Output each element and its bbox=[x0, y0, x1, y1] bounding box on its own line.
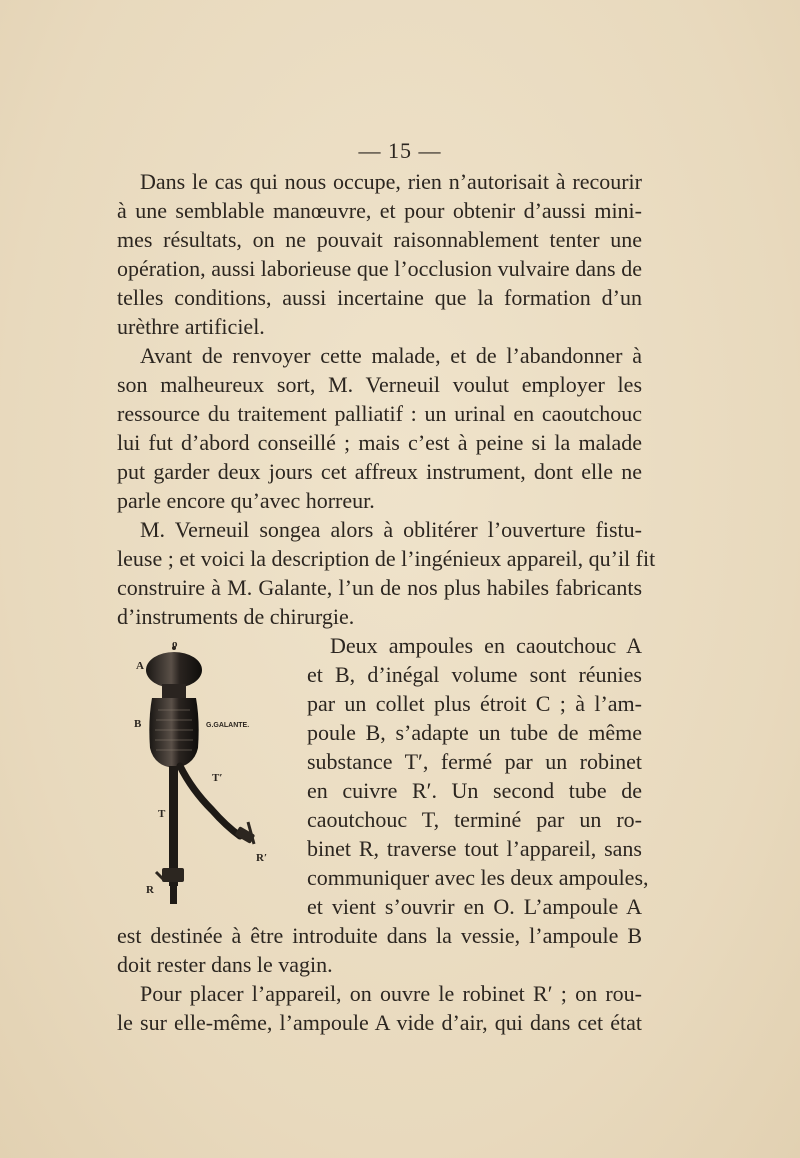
text-line: Pour placer l’appareil, on ouvre le robinet R′ ; on rou- bbox=[140, 981, 642, 1006]
text-line: le sur elle-même, l’ampoule A vide d’air, qui dans cet état bbox=[117, 1010, 642, 1035]
text-line: son malheureux sort, M. Verneuil voulut employer les bbox=[117, 372, 642, 397]
collar-c bbox=[162, 684, 186, 700]
text-line: binet R, traverse tout l’appareil, sans bbox=[307, 836, 642, 861]
text-line: M. Verneuil songea alors à oblitérer l’ouverture fistu- bbox=[140, 517, 642, 542]
text-line: Deux ampoules en caoutchouc A bbox=[330, 633, 642, 658]
label-t-prime: T′ bbox=[212, 772, 223, 784]
tap-r bbox=[162, 868, 184, 882]
maker-mark: G.GALANTE. bbox=[206, 722, 250, 729]
text-line: ressource du traitement palliatif : un urinal en caoutchouc bbox=[117, 401, 642, 426]
text-line: par un collet plus étroit C ; à l’am- bbox=[307, 691, 642, 716]
text-line: leuse ; et voici la description de l’ingénieux appareil, qu’il fit bbox=[117, 546, 656, 571]
text-line: caoutchouc T, terminé par un ro- bbox=[307, 807, 642, 832]
bulb-a bbox=[146, 652, 202, 688]
bulb-b bbox=[149, 698, 198, 768]
label-t: T bbox=[158, 808, 166, 820]
text-line: doit rester dans le vagin. bbox=[117, 952, 333, 977]
text-line: d’instruments de chirurgie. bbox=[117, 604, 355, 629]
apparatus-figure bbox=[108, 640, 298, 920]
text-line: et B, d’inégal volume sont réunies bbox=[307, 662, 642, 687]
text-line: poule B, s’adapte un tube de même bbox=[307, 720, 642, 745]
label-r-prime: R′ bbox=[256, 852, 268, 864]
text-line: est destinée à être introduite dans la vessie, l’ampoule B bbox=[117, 923, 642, 948]
page-number: — 15 — bbox=[358, 138, 442, 163]
text-line: put garder deux jours cet affreux instrument, dont elle ne bbox=[117, 459, 642, 484]
text-line: et vient s’ouvrir en O. L’ampoule A bbox=[307, 894, 642, 919]
text-line: lui fut d’abord conseillé ; mais c’est à peine si la malade bbox=[117, 430, 642, 455]
text-line: Avant de renvoyer cette malade, et de l’abandonner à bbox=[140, 343, 642, 368]
text-line: urèthre artificiel. bbox=[117, 314, 265, 339]
text-line: en cuivre R′. Un second tube de bbox=[307, 778, 642, 803]
label-a: A bbox=[136, 660, 144, 672]
text-line: Dans le cas qui nous occupe, rien n’autorisait à recourir bbox=[140, 169, 642, 194]
text-line: mes résultats, on ne pouvait raisonnablement tenter une bbox=[117, 227, 642, 252]
text-line: construire à M. Galante, l’un de nos plus habiles fabricants bbox=[117, 575, 642, 600]
label-r: R bbox=[146, 884, 154, 896]
text-line: communiquer avec les deux ampoules, bbox=[307, 865, 649, 890]
apparatus-illustration bbox=[108, 640, 298, 920]
text-line: opération, aussi laborieuse que l’occlusion vulvaire dans de bbox=[117, 256, 642, 281]
text-line: substance T′, fermé par un robinet bbox=[307, 749, 642, 774]
text-line: à une semblable manœuvre, et pour obtenir d’aussi mini- bbox=[117, 198, 642, 223]
text-line: parle encore qu’avec horreur. bbox=[117, 488, 375, 513]
text-line: telles conditions, aussi incertaine que la formation d’un bbox=[117, 285, 642, 310]
label-o: o bbox=[172, 638, 178, 650]
tube-t-prime bbox=[180, 766, 240, 836]
label-b: B bbox=[134, 718, 142, 730]
